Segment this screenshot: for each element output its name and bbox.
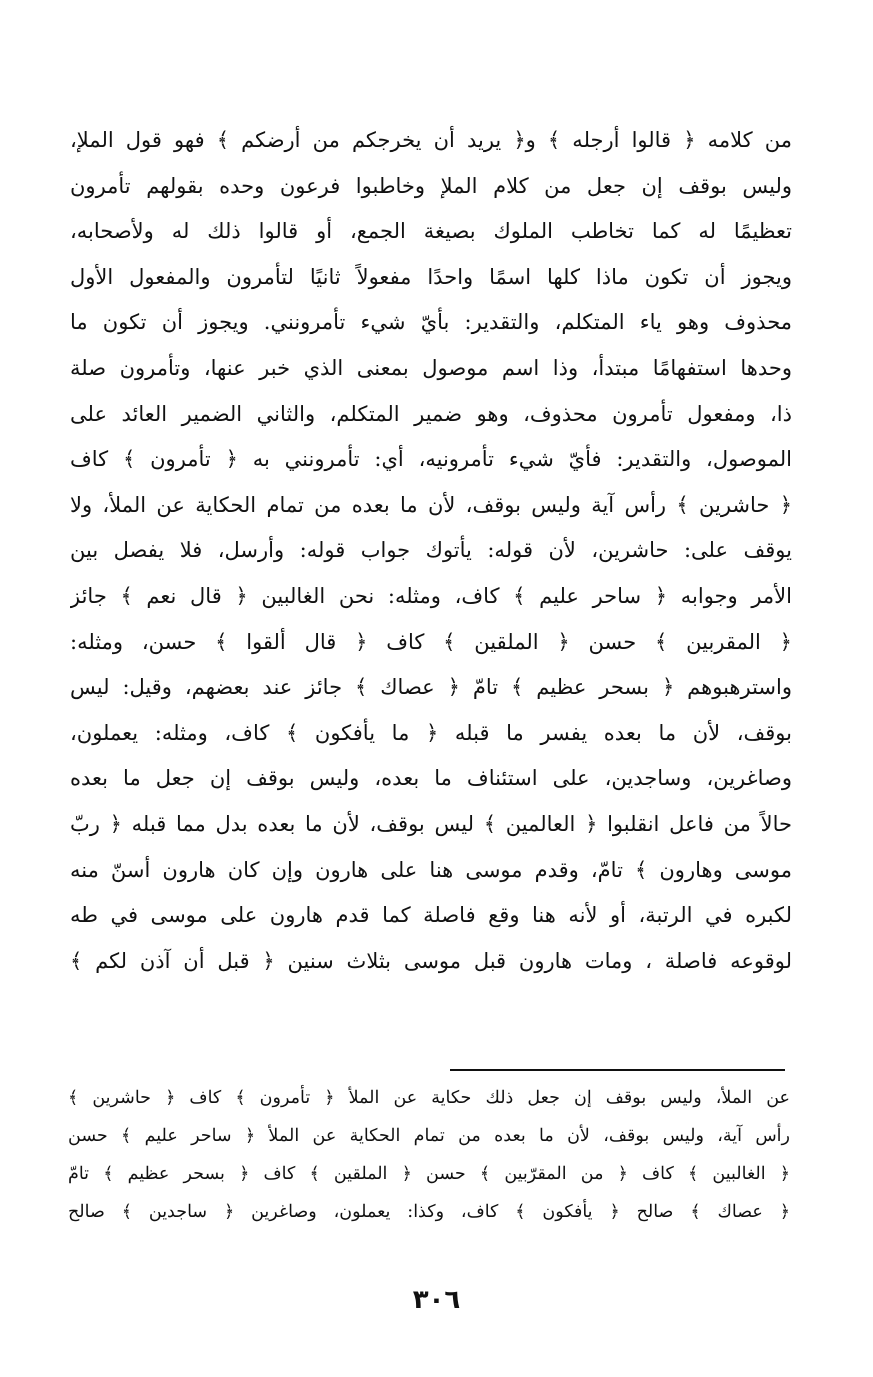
main-text-line: بوقف، لأن ما بعده يفسر ما قبله ﴿ ما يأفكون ﴾ كاف، ومثله: يعملون، [70,720,792,745]
main-text-line: لوقوعه فاصلة ، ومات هارون قبل موسى بثلاث سنين ﴿ قبل أن آذن لكم ﴾ [70,948,792,973]
footnote-block [68,1079,790,1231]
main-text-line: ﴿ المقربين ﴾ حسن ﴿ الملقين ﴾ كاف ﴿ قال ألقوا ﴾ حسن، ومثله: [70,629,792,654]
footnote-line: ﴿ الغالبين ﴾ كاف ﴿ من المقرّبين ﴾ حسن ﴿ الملقين ﴾ كاف ﴿ بسحر عظيم ﴾ تامّ [68,1164,790,1184]
main-text-line: الموصول، والتقدير: فأيّ شيء تأمرونيه، أي: تأمرونني به ﴿ تأمرون ﴾ كاف [70,447,792,472]
main-text-line: يوقف على: حاشرين، لأن قوله: يأتوك جواب قوله: وأرسل، فلا يفصل بين [70,538,792,563]
main-text-line: وصاغرين، وساجدين، على استئناف ما بعده، وليس بوقف إن جعل ما بعده [70,766,792,791]
main-text-line: من كلامه ﴿ قالوا أرجله ﴾ و﴿ يريد أن يخرجكم من أرضكم ﴾ فهو قول الملإ، [70,128,792,152]
main-text-line: ﴿ حاشرين ﴾ رأس آية وليس بوقف، لأن ما بعده من تمام الحكاية عن الملأ، ولا [70,492,792,517]
main-text-line: حالاً من فاعل انقلبوا ﴿ العالمين ﴾ ليس بوقف، لأن ما بعده بدل مما قبله ﴿ ربّ [70,811,792,836]
main-text-line: ذا، ومفعول تأمرون محذوف، وهو ضمير المتكلم، والثاني الضمير العائد على [70,401,792,426]
footnote-separator [450,1069,785,1071]
footnote-line: رأس آية، وليس بوقف، لأن ما بعده من تمام الحكاية عن الملأ ﴿ ساحر عليم ﴾ حسن [68,1126,790,1146]
main-text-block [70,118,792,984]
main-text-line: لكبره في الرتبة، أو لأنه هنا وقع فاصلة كما قدم هارون على موسى في طه [70,903,792,928]
main-text-line: محذوف وهو ياء المتكلم، والتقدير: بأيّ شيء تأمرونني. ويجوز أن تكون ما [70,310,792,335]
main-text-line: وحدها استفهامًا مبتدأ، وذا اسم موصول بمعنى الذي خبر عنها، وتأمرون صلة [70,355,792,380]
main-text-line: تعظيمًا له كما تخاطب الملوك بصيغة الجمع، أو قالوا ذلك له ولأصحابه، [70,219,792,244]
page-number: ٣٠٦ [412,1285,461,1315]
footnote-line: عن الملأ، وليس بوقف إن جعل ذلك حكاية عن الملأ ﴿ تأمرون ﴾ كاف ﴿ حاشرين ﴾ [68,1088,790,1108]
footnote-line: ﴿ عصاك ﴾ صالح ﴿ يأفكون ﴾ كاف، وكذا: يعملون، وصاغرين ﴿ ساجدين ﴾ صالح [68,1202,790,1222]
main-text-line: موسى وهارون ﴾ تامّ، وقدم موسى هنا على هارون وإن كان هارون أسنّ منه [70,857,792,882]
main-text-line: ويجوز أن تكون ماذا كلها اسمًا واحدًا مفعولاً ثانيًا لتأمرون والمفعول الأول [70,264,792,289]
main-text-line: وليس بوقف إن جعل من كلام الملإ وخاطبوا فرعون وحده بقولهم تأمرون [70,173,792,198]
main-text-line: الأمر وجوابه ﴿ ساحر عليم ﴾ كاف، ومثله: نحن الغالبين ﴿ قال نعم ﴾ جائز [70,583,792,608]
main-text-line: واسترهبوهم ﴿ بسحر عظيم ﴾ تامّ ﴿ عصاك ﴾ جائز عند بعضهم، وقيل: ليس [70,675,792,700]
